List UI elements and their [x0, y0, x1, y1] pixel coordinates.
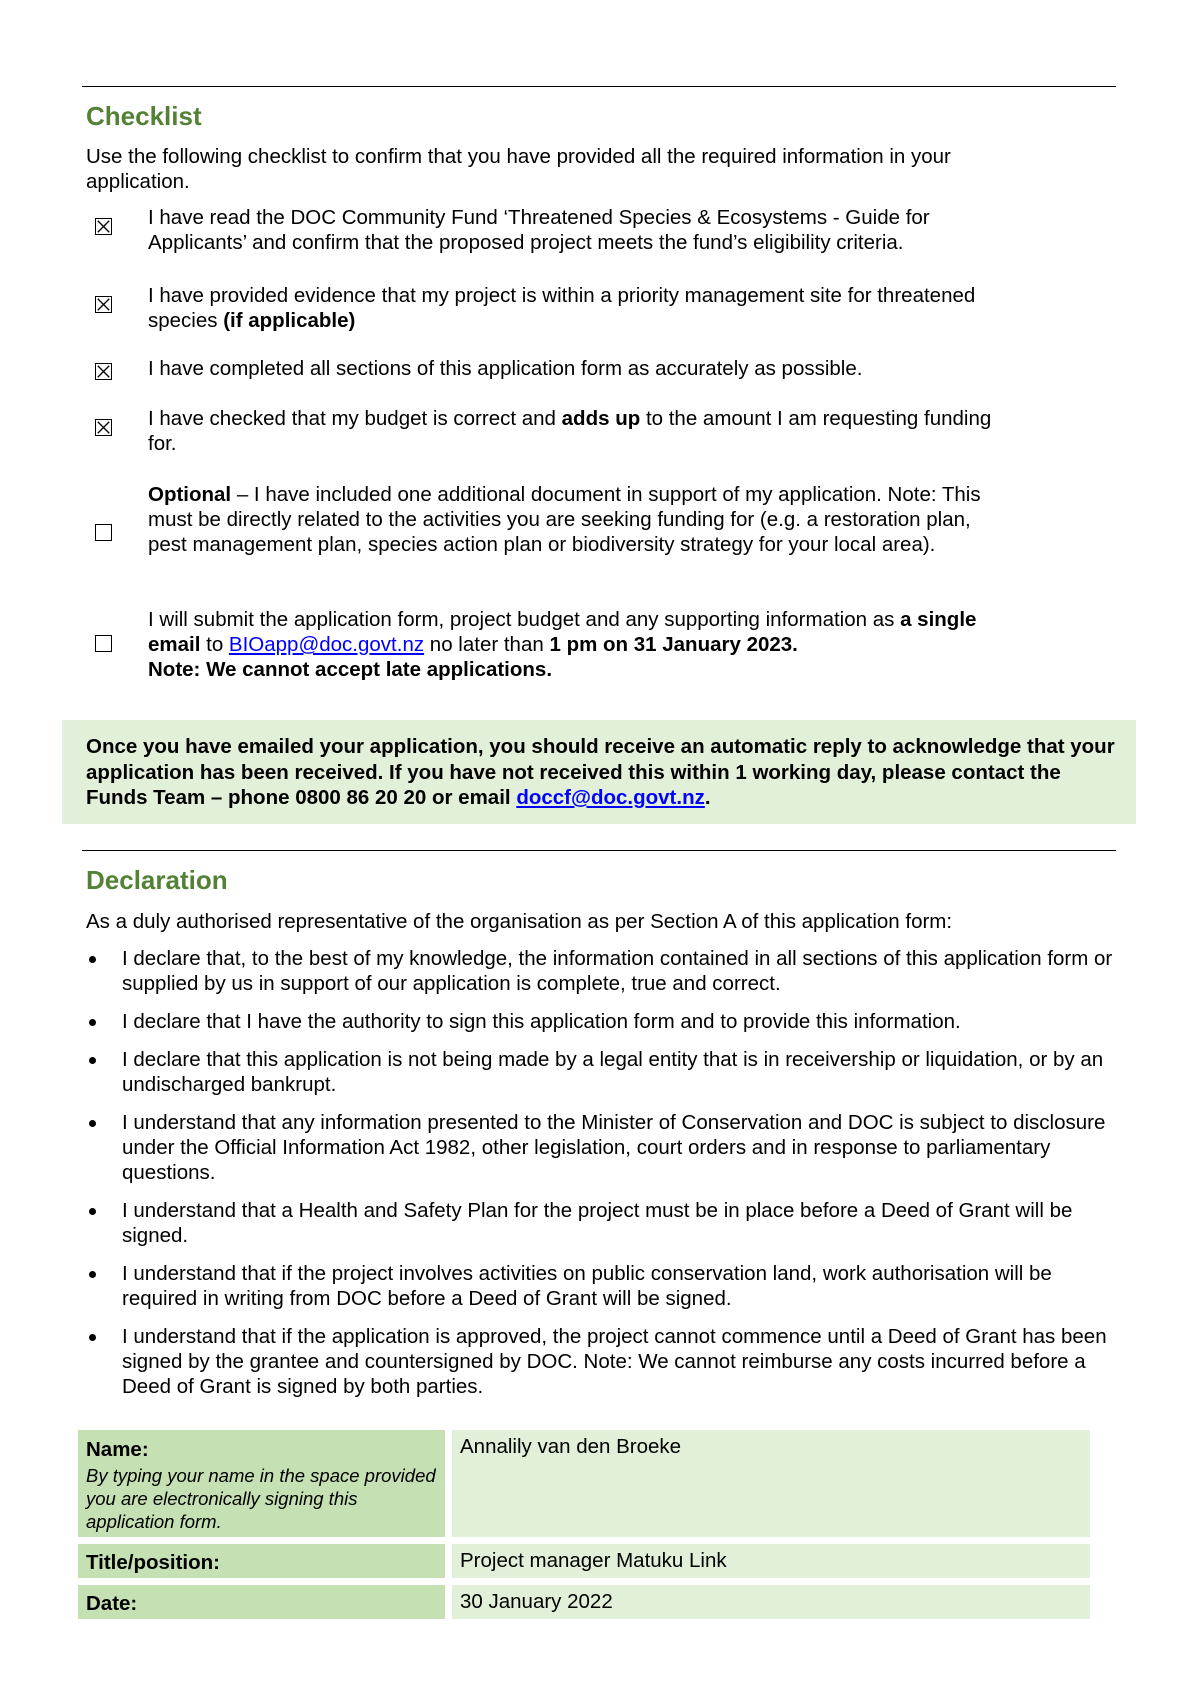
- checked-checkbox[interactable]: [95, 363, 112, 380]
- declaration-bullet-text: I understand that if the project involves activities on public conservation land, work authorisation will be required in writing from DOC before a Deed of Grant will be signed.: [122, 1262, 1052, 1310]
- name-hint: By typing your name in the space provided you are electronically signing this application form.: [86, 1465, 436, 1532]
- checklist-item-text: [148, 356, 1008, 381]
- notice-text: [86, 734, 1126, 811]
- date-row: [78, 1585, 1090, 1619]
- date-label-cell: [78, 1585, 445, 1619]
- notice-box: [62, 720, 1136, 824]
- checklist-text-part: I have completed all sections of this application form as accurately as possible.: [148, 357, 863, 380]
- checklist-heading: Checklist: [86, 101, 202, 131]
- checklist-item-text: [148, 406, 1008, 456]
- declaration-bullet: [86, 1324, 1116, 1399]
- checklist-item-text: [148, 482, 1008, 557]
- declaration-bullet: [86, 1261, 1116, 1311]
- declaration-list: [86, 946, 1116, 1412]
- checked-checkbox[interactable]: [95, 218, 112, 235]
- name-label-cell: [78, 1430, 445, 1537]
- checklist-text-part: no later than: [424, 633, 550, 656]
- checklist-text-part: 1 pm on 31 January 2023.: [549, 633, 798, 656]
- checklist-item-text: [148, 283, 1008, 333]
- checklist-text-part: a single email: [148, 608, 977, 656]
- name-field[interactable]: [452, 1430, 1090, 1537]
- title-label: Title/position:: [86, 1551, 221, 1574]
- notice-body: Once you have emailed your application, you should receive an automatic reply to acknowledge that your application has been received. If you have not received this within 1 working day, please contact the Funds Team – phone 0800 86 20 20 or email: [86, 735, 1115, 809]
- name-row: [78, 1430, 1090, 1537]
- name-value: Annalily van den Broeke: [460, 1435, 682, 1458]
- checklist-text-part: (if applicable): [223, 309, 356, 332]
- title-field[interactable]: [452, 1544, 1090, 1578]
- checked-checkbox[interactable]: [95, 419, 112, 436]
- checklist-intro: Use the following checklist to confirm that you have provided all the required information in your application.: [86, 145, 951, 193]
- checklist-text-part: to: [200, 633, 229, 656]
- declaration-bullet-text: I understand that any information presented to the Minister of Conservation and DOC is subject to disclosure under the Official Information Act 1982, other legislation, court orders and in response to parliamentary questions.: [122, 1111, 1106, 1184]
- declaration-bullet: [86, 1009, 1116, 1034]
- declaration-intro: As a duly authorised representative of the organisation as per Section A of this application form:: [86, 910, 953, 933]
- notice-email-link[interactable]: doccf@doc.govt.nz: [516, 786, 705, 809]
- title-row: [78, 1544, 1090, 1578]
- bullet-dot-icon: [89, 1120, 96, 1127]
- top-rule: [82, 86, 1116, 87]
- date-label: Date:: [86, 1592, 138, 1615]
- bullet-dot-icon: [89, 1334, 96, 1341]
- declaration-bullet: [86, 946, 1116, 996]
- declaration-bullet-text: I declare that this application is not being made by a legal entity that is in receivership or liquidation, or by an undischarged bankrupt.: [122, 1048, 1104, 1096]
- bullet-dot-icon: [89, 1019, 96, 1026]
- title-label-cell: [78, 1544, 445, 1578]
- title-value: Project manager Matuku Link: [460, 1549, 727, 1572]
- declaration-bullet-text: I understand that if the application is approved, the project cannot commence until a Deed of Grant has been signed by the grantee and countersigned by DOC. Note: We cannot reimburse any costs incurred before a Deed of Grant is signed by both parties.: [122, 1325, 1107, 1398]
- date-field[interactable]: [452, 1585, 1090, 1619]
- bullet-dot-icon: [89, 1271, 96, 1278]
- declaration-bullet-text: I declare that, to the best of my knowledge, the information contained in all sections of this application form or supplied by us in support of our application is complete, true and correct.: [122, 947, 1113, 995]
- notice-end: .: [704, 786, 711, 809]
- checklist-text-part: I will submit the application form, project budget and any supporting information as: [148, 608, 901, 631]
- x-mark-icon: [96, 364, 111, 379]
- checked-checkbox[interactable]: [95, 296, 112, 313]
- bullet-dot-icon: [89, 1208, 96, 1215]
- bullet-dot-icon: [89, 1057, 96, 1064]
- checklist-text-part: adds up: [561, 407, 641, 430]
- bullet-dot-icon: [89, 956, 96, 963]
- declaration-bullet: [86, 1047, 1116, 1097]
- unchecked-checkbox[interactable]: [95, 524, 112, 541]
- name-label: Name:: [86, 1438, 149, 1461]
- checklist-text-part: Note: We cannot accept late applications.: [148, 658, 553, 681]
- checklist-text-part: Optional: [148, 483, 232, 506]
- declaration-bullet-text: I understand that a Health and Safety Plan for the project must be in place before a Deed of Grant will be signed.: [122, 1199, 1073, 1247]
- date-value: 30 January 2022: [460, 1590, 613, 1613]
- declaration-bullet: [86, 1198, 1116, 1248]
- checklist-text-part: to the amount I am requesting funding for.: [148, 407, 992, 455]
- checklist-text-part: I have checked that my budget is correct and: [148, 407, 562, 430]
- unchecked-checkbox[interactable]: [95, 635, 112, 652]
- checklist-text-part: I have read the DOC Community Fund ‘Threatened Species & Ecosystems - Guide for Applicants’ and confirm that the proposed project meets the fund’s eligibility criteria.: [148, 206, 930, 254]
- declaration-bullet: [86, 1110, 1116, 1185]
- x-mark-icon: [96, 420, 111, 435]
- x-mark-icon: [96, 219, 111, 234]
- checklist-item-text: [148, 607, 1008, 682]
- declaration-bullet-text: I declare that I have the authority to sign this application form and to provide this information.: [122, 1010, 961, 1033]
- x-mark-icon: [96, 297, 111, 312]
- checklist-item-text: [148, 205, 1008, 255]
- declaration-heading: Declaration: [86, 865, 228, 895]
- checklist-text-part: – I have included one additional document in support of my application. Note: This must be directly related to the activities you are seeking funding for (e.g. a restoration plan, pest management plan, species action plan or biodiversity strategy for your local area).: [148, 483, 981, 556]
- email-link[interactable]: BIOapp@doc.govt.nz: [228, 633, 425, 656]
- declaration-rule: [82, 850, 1116, 851]
- signature-table: [78, 1430, 1090, 1619]
- checklist-text-part: I have provided evidence that my project is within a priority management site for threatened species: [148, 284, 976, 332]
